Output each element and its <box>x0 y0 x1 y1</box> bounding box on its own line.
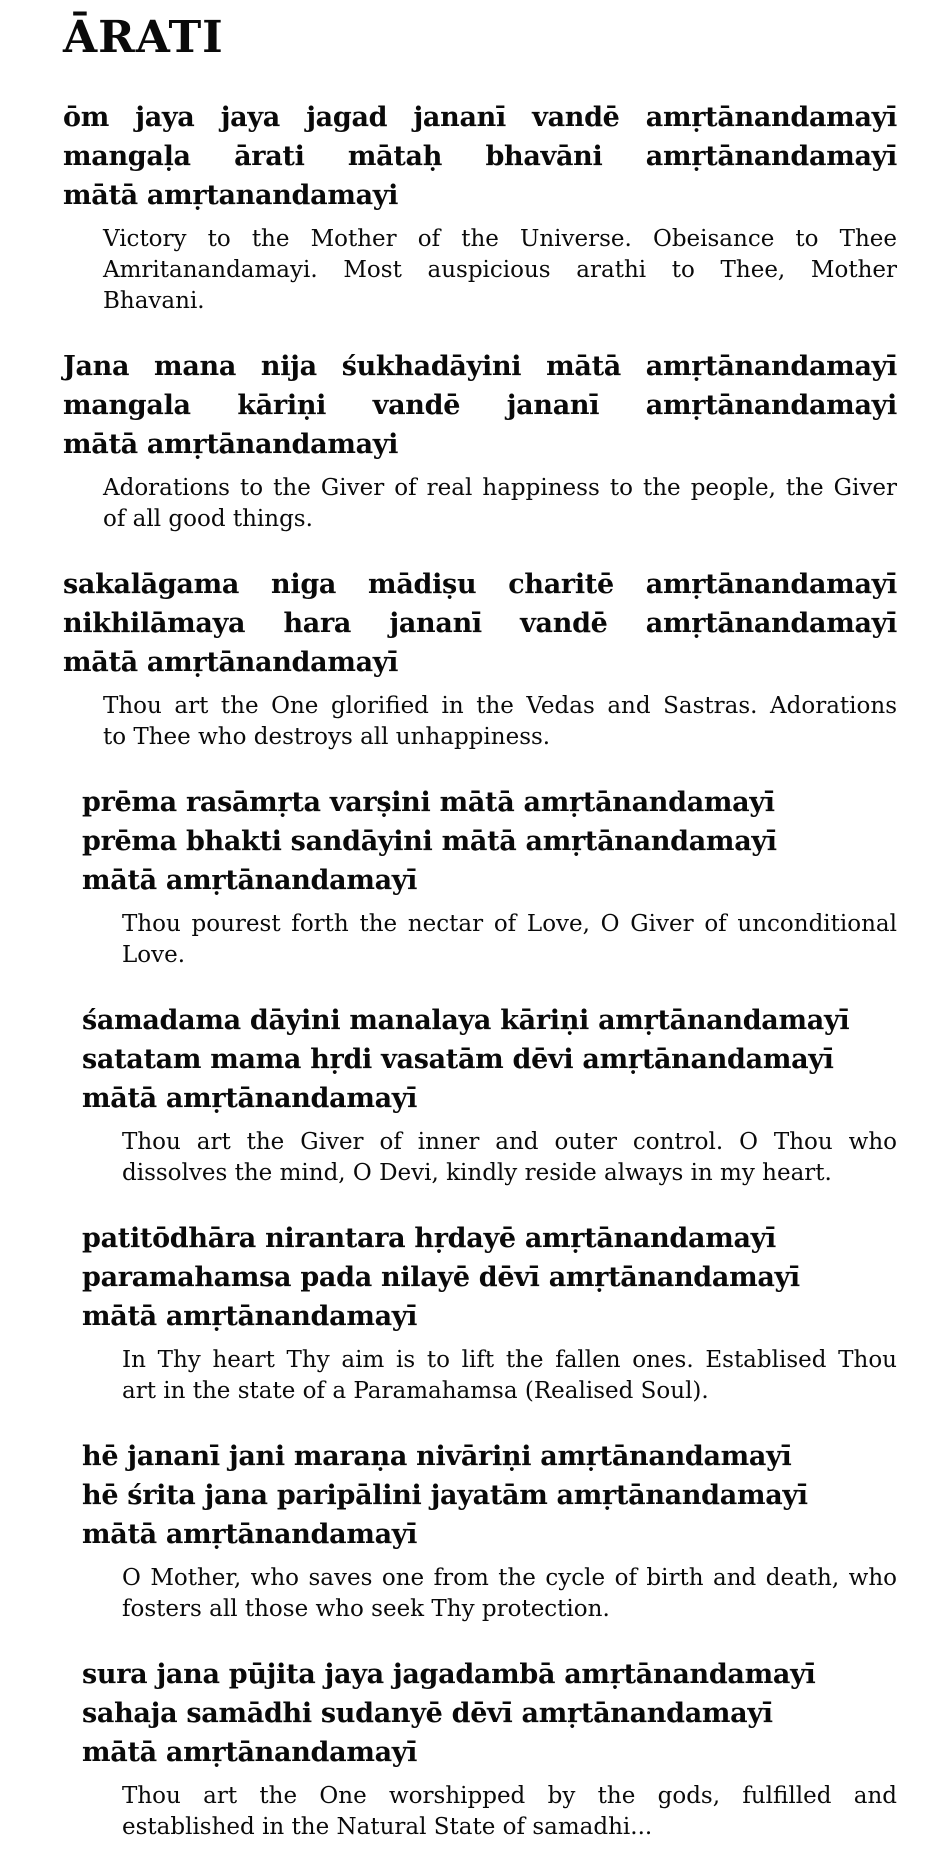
translation <box>103 691 897 753</box>
verse-line: paramahamsa pada nilayē dēvī amṛtānandamayī <box>82 1262 800 1294</box>
translation-line: Thou art the Giver of inner and outer control. O Thou who <box>122 1129 897 1156</box>
translation <box>103 224 897 317</box>
verse-line: sura jana pūjita jaya jagadambā amṛtānandamayī <box>82 1659 816 1691</box>
verse-5 <box>82 1001 897 1189</box>
translation-line: In Thy heart Thy aim is to lift the fallen ones. Establised Thou <box>122 1347 897 1374</box>
translation-line: O Mother, who saves one from the cycle of birth and death, who <box>122 1565 897 1592</box>
translation <box>122 1127 897 1189</box>
translation-line: established in the Natural State of samadhi... <box>122 1814 653 1841</box>
verse-2 <box>63 347 897 535</box>
translation-line: Thou art the One worshipped by the gods, fulfilled and <box>122 1783 897 1810</box>
page-title: ĀRATI <box>63 12 224 63</box>
verse-3 <box>63 565 897 753</box>
verse-lines <box>82 1219 897 1336</box>
translation-line: Thou art the One glorified in the Vedas and Sastras. Adorations <box>103 693 897 720</box>
translation <box>122 1781 897 1843</box>
translation-line: Amritanandamayi. Most auspicious arathi to Thee, Mother <box>103 257 897 284</box>
verse-line: mangaḷa ārati mātaḥ bhavāni amṛtānandamayī <box>63 141 897 173</box>
verse-lines <box>82 1655 897 1772</box>
translation-line: Love. <box>122 942 186 969</box>
verse-line: satatam mama hṛdi vasatām dēvi amṛtānandamayī <box>82 1044 834 1076</box>
verse-line: sakalāgama niga mādiṣu charitē amṛtānandamayī <box>63 569 897 601</box>
translation-line: Adorations to the Giver of real happiness to the people, the Giver <box>103 475 897 502</box>
verse-line: mangala kāriṇi vandē jananī amṛtānandamayi <box>63 390 897 422</box>
translation-line: fosters all those who seek Thy protection. <box>122 1596 610 1623</box>
verse-lines <box>82 783 897 900</box>
translation-line: Thou pourest forth the nectar of Love, O Giver of unconditional <box>122 911 897 938</box>
verse-4 <box>82 783 897 971</box>
verse-lines <box>63 347 897 464</box>
verse-line: śamadama dāyini manalaya kāriṇi amṛtānandamayī <box>82 1005 850 1037</box>
verse-7 <box>82 1437 897 1625</box>
verse-line: mātā amṛtānandamayī <box>82 1519 418 1551</box>
verse-lines <box>82 1437 897 1554</box>
verse-lines <box>82 1001 897 1118</box>
verse-line: sahaja samādhi sudanyē dēvī amṛtānandamayī <box>82 1698 773 1730</box>
translation <box>122 1563 897 1625</box>
verse-line: nikhilāmaya hara jananī vandē amṛtānandamayī <box>63 608 897 640</box>
translation-line: to Thee who destroys all unhappiness. <box>103 724 551 751</box>
translation <box>122 1345 897 1407</box>
verse-line: mātā amṛtānandamayī <box>63 647 399 679</box>
verse-line: ōm jaya jaya jagad jananī vandē amṛtānandamayī <box>63 102 897 134</box>
verse-line: hē jananī jani maraṇa nivāriṇi amṛtānandamayī <box>82 1441 792 1473</box>
verses-container <box>0 98 950 1843</box>
verse-line: mātā amṛtanandamayi <box>63 180 399 212</box>
verse-line: mātā amṛtānandamayi <box>63 429 399 461</box>
translation-line: dissolves the mind, O Devi, kindly reside always in my heart. <box>122 1160 832 1187</box>
verse-line: Jana mana nija śukhadāyini mātā amṛtānandamayī <box>63 351 897 383</box>
verse-line: hē śrita jana paripālini jayatām amṛtānandamayī <box>82 1480 808 1512</box>
verse-8 <box>82 1655 897 1843</box>
translation <box>122 909 897 971</box>
translation-line: Victory to the Mother of the Universe. Obeisance to Thee <box>103 226 897 253</box>
translation <box>103 473 897 535</box>
verse-lines <box>63 565 897 682</box>
verse-lines <box>63 98 897 215</box>
verse-line: mātā amṛtānandamayī <box>82 1083 418 1115</box>
verse-line: patitōdhāra nirantara hṛdayē amṛtānandamayī <box>82 1223 777 1255</box>
verse-6 <box>82 1219 897 1407</box>
verse-line: mātā amṛtānandamayī <box>82 1737 418 1769</box>
translation-line: Bhavani. <box>103 288 205 315</box>
translation-line: art in the state of a Paramahamsa (Realised Soul). <box>122 1378 709 1405</box>
verse-line: prēma rasāmṛta varṣini mātā amṛtānandamayī <box>82 787 775 819</box>
translation-line: of all good things. <box>103 506 313 533</box>
verse-line: prēma bhakti sandāyini mātā amṛtānandamayī <box>82 826 777 858</box>
verse-line: mātā amṛtānandamayī <box>82 1301 418 1333</box>
verse-line: mātā amṛtānandamayī <box>82 865 418 897</box>
verse-1 <box>63 98 897 317</box>
